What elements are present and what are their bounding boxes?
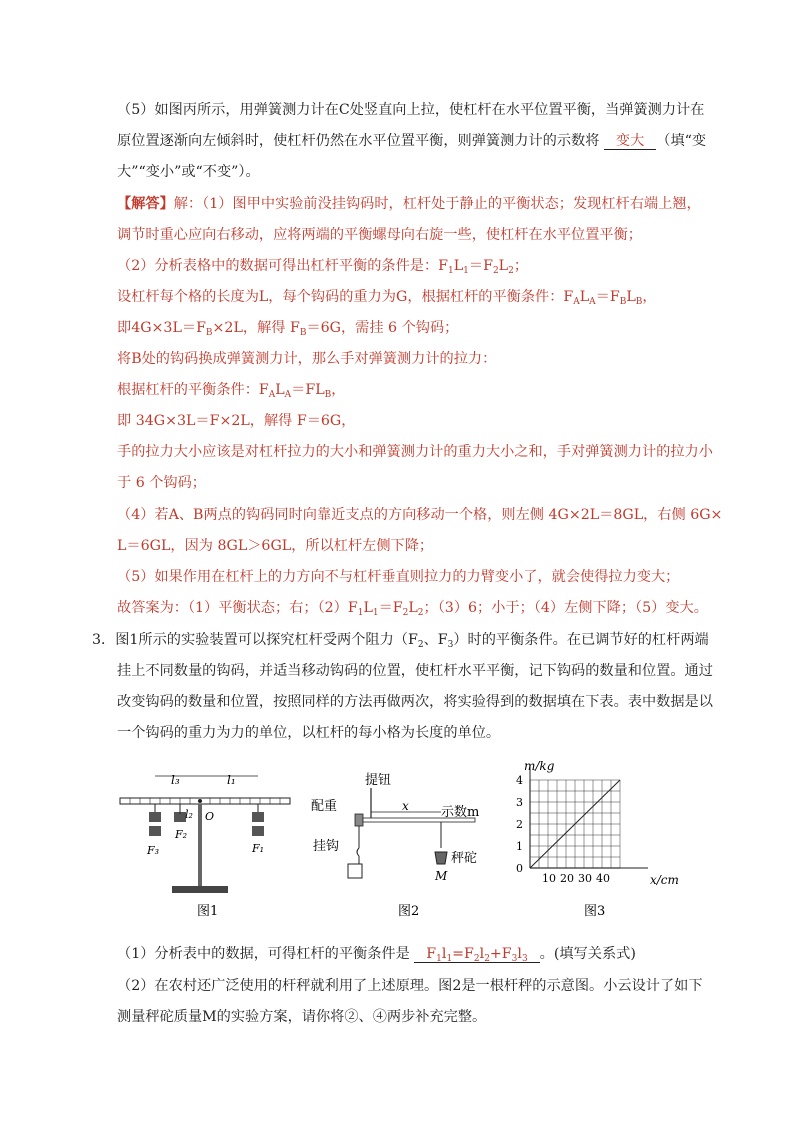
fig2-label-peizhong: 配重 xyxy=(311,799,338,814)
solution-line10: 于 6 个钩码； xyxy=(117,475,206,491)
solution-tag: 【解答】 xyxy=(117,196,174,212)
stand-pole xyxy=(198,804,202,886)
solution-line9: 手的拉力大小应该是对杠杆拉力的大小和弹簧测力计的重力大小之和，手对弹簧测力计的拉力小 xyxy=(117,444,713,460)
sliding-weight xyxy=(435,852,447,864)
solution-line1 xyxy=(117,194,701,214)
fig2-caption: 图2 xyxy=(398,904,420,919)
fig2-label-x: x xyxy=(402,799,409,813)
fig3-ytick-label: 4 xyxy=(516,774,523,787)
q5-line2-text: 原位置逐渐向左倾斜时，使杠杆仍然在水平位置平衡，则弹簧测力计的示数将 xyxy=(117,133,604,149)
fig3-xtick-label: 40 xyxy=(596,872,610,885)
q3-sub1-answer: $F_1l_1=F_2l_2+F_3l_3$ xyxy=(414,946,539,963)
stand-base xyxy=(172,886,228,893)
q3-sub1 xyxy=(117,944,636,964)
lever-bar xyxy=(120,798,290,804)
solution-line7: 根据杠杆的平衡条件：$F_AL_A=FL_B$， xyxy=(117,382,346,400)
fig2-label-M: M xyxy=(435,869,448,883)
figure-3-graph xyxy=(500,760,690,920)
q3-sub1-end: 。(填写关系式) xyxy=(539,946,636,962)
solution-text-7: 根据杠杆的平衡条件： xyxy=(117,382,259,398)
fig2-label-shishu: 示数m xyxy=(441,805,480,820)
fig3-ylabel: m/kg xyxy=(524,760,555,773)
q5-line1: （5）如图丙所示，用弹簧测力计在C处竖直向上拉，使杠杆在水平位置平衡，当弹簧测力计在 xyxy=(117,102,705,118)
solution-text-4: 设杠杆每个格的长度为L，每个钩码的重力为G，根据杠杆的平衡条件： xyxy=(117,289,564,305)
fig3-ytick-label: 3 xyxy=(516,796,523,809)
fig3-caption: 图3 xyxy=(584,904,606,919)
solution-line6: 将B处的钩码换成弹簧测力计，那么手对弹簧测力计的拉力： xyxy=(117,351,497,367)
solution-text-5c: ＝6G，需挂 6 个钩码； xyxy=(306,320,459,336)
fig3-ytick-label: 1 xyxy=(516,840,523,853)
pivot xyxy=(198,799,202,803)
fig2-label-tiniu: 提钮 xyxy=(365,773,392,788)
figure-2-steelyard xyxy=(305,770,490,920)
solution-line5: 即$4G\times 3L=F_B\times 2L$，解得 $F_B=6G$，需挂 6 个钩码； xyxy=(117,320,459,338)
q3-sub2-line2: 测量秤砣质量M的实验方案，请你将②、④两步补充完整。 xyxy=(117,1009,487,1025)
solution-line13: （5）如果作用在杠杆上的力方向不与杠杆垂直则拉力的力臂变小了，就会使得拉力变大； xyxy=(117,569,680,585)
solution-line3: （2）分析表格中的数据可得出杠杆平衡的条件是：$F_1L_1=F_2L_2$； xyxy=(117,258,529,276)
fig3-xtick-label: 30 xyxy=(578,872,592,885)
fig1-label-F3: F₃ xyxy=(147,844,160,857)
q5-answer: 变大 xyxy=(604,133,656,150)
fig1-label-l2: l₂ xyxy=(185,808,193,821)
solution-text-5a: 即4G×3L＝F xyxy=(117,320,206,336)
fig2-label-chengtuo: 秤砣 xyxy=(451,851,478,866)
solution-line8: 即 34G×3L＝F×2L，解得 F＝6G， xyxy=(117,413,356,429)
fig3-xlabel: x/cm xyxy=(650,873,679,887)
solution-line14: 故答案为：（1）平衡状态；右；$(2)F_1L_1=F_2L_2$；（3）6；小于；（4）左侧下降；（5）变大。 xyxy=(117,600,708,618)
fig3-grid xyxy=(530,766,648,868)
fig1-caption: 图1 xyxy=(197,904,219,919)
q3-sub2-line1: （2）在农村还广泛使用的杆秤就利用了上述原理。图2是一根杆秤的示意图。小云设计了如下 xyxy=(117,978,703,994)
q3-line3: 改变钩码的数量和位置，按照同样的方法再做两次，将实验得到的数据填在下表。表中数据是以 xyxy=(117,694,713,710)
solution-line11: （4）若A、B两点的钩码同时向靠近支点的方向移动一个格，则左侧 4G×2L＝8GL，右侧 6G× xyxy=(117,507,723,523)
fig1-label-F1: F₁ xyxy=(252,842,265,855)
fig3-ytick-label: 2 xyxy=(516,818,523,831)
fig3-xtick-label: 10 xyxy=(542,872,556,885)
q5-line2-end: （填“变 xyxy=(656,133,707,149)
q3-line2: 挂上不同数量的钩码，并适当移动钩码的位置，使杠杆水平平衡，记下钩码的数量和位置。通过 xyxy=(117,663,713,679)
weights-f3 xyxy=(149,804,161,836)
weights-f1 xyxy=(252,804,264,836)
fig2-label-guagou: 挂钩 xyxy=(313,839,340,854)
solution-text-1: 解：（1）图甲中实验前没挂钩码时，杠杆处于静止的平衡状态；发现杠杆右端上翘， xyxy=(173,196,701,212)
solution-line12: L＝6GL，因为 8GL＞6GL，所以杠杆左侧下降； xyxy=(117,538,434,554)
q3-line1: 3．图1所示的实验装置可以探究杠杆受两个阻力（$F_2$、$F_3$）时的平衡条件。在已调节好的杠杆两端 xyxy=(92,632,709,650)
q5-line2 xyxy=(117,131,706,151)
fig3-ytick-label: 0 xyxy=(516,862,523,875)
solution-line4: 设杠杆每个格的长度为L，每个钩码的重力为G，根据杠杆的平衡条件：$F_AL_A=F_BL_B$， xyxy=(117,289,657,307)
q3-number: 3． xyxy=(92,632,116,648)
fig1-label-l1: l₁ xyxy=(227,773,236,787)
figure-1-lever xyxy=(115,770,295,920)
fig1-label-l3: l₃ xyxy=(171,773,180,787)
fig1-label-F2: F₂ xyxy=(175,828,188,841)
solution-text-5b: ×2L，解得 F xyxy=(212,320,300,336)
q3-line4: 一个钩码的重力为力的单位，以杠杆的每小格为长度的单位。 xyxy=(117,725,501,741)
fig3-xtick-label: 20 xyxy=(560,872,574,885)
q5-line3: 大”“变小”或“不变”）。 xyxy=(117,164,260,180)
q3-sub1-text: （1）分析表中的数据，可得杠杆的平衡条件是 xyxy=(117,946,415,962)
fig1-label-O: O xyxy=(205,810,215,823)
solution-line2: 调节时重心应向右移动，应将两端的平衡螺母向右旋一些，使杠杆在水平位置平衡； xyxy=(117,227,642,243)
